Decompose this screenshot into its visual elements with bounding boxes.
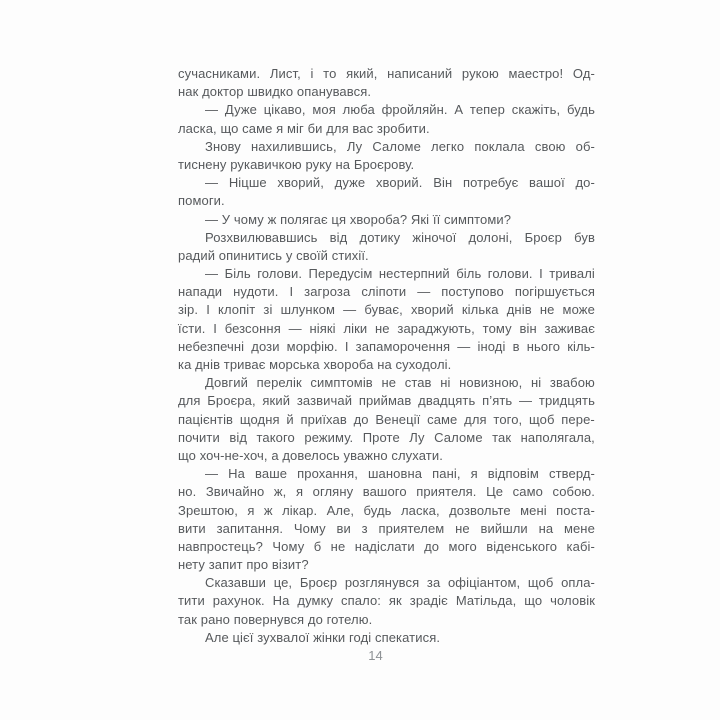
text-line: — На ваше прохання, шановна пані, я відповім стверд- <box>205 466 595 482</box>
text-line: ласка, що саме я міг би для вас зробити. <box>178 120 430 136</box>
text-line: радий опинитись у своїй стихії. <box>178 247 369 263</box>
text-line: помоги. <box>178 193 225 209</box>
text-line: ка днів триває морська хвороба на суходолі. <box>178 357 452 372</box>
text-line: так рано повернувся до готелю. <box>178 611 373 627</box>
text-line: — Ніцше хворий, дуже хворий. Він потребує вашої до- <box>205 175 595 191</box>
text-line: — Біль голови. Передусім нестерпний біль голови. І тривалі <box>205 266 595 282</box>
text-line: їсти. І безсоння — ніякі ліки не зараджують, тому він заживає <box>178 320 595 336</box>
text-line: пацієнтів щодня й приїхав до Венеції саме для того, щоб пере- <box>178 411 595 427</box>
text-line: напади нудоти. І загроза сліпоти — поступово погіршується <box>178 284 595 300</box>
text-line: Сказавши це, Броєр розглянувся за офіціантом, щоб опла- <box>205 575 595 591</box>
text-line: Зрештою, я ж лікар. Але, будь ласка, дозвольте мені поста- <box>178 502 595 518</box>
text-line: нак доктор швидко опанувався. <box>178 84 372 100</box>
text-line: сучасниками. Лист, і то який, написаний рукою маестро! Од- <box>178 66 595 81</box>
text-line: — У чому ж полягає ця хвороба? Які її симптоми? <box>205 211 512 227</box>
text-line: Розхвилювавшись від дотику жіночої долоні, Броєр був <box>205 229 595 245</box>
text-line: вити запитання. Чому ви з приятелем не вийшли на мене <box>178 520 595 536</box>
text-line: почити від такого режиму. Проте Лу Саломе так наполягала, <box>178 429 595 445</box>
text-line: для Броєра, який зазвичай приймав двадцять п’ять — тридцять <box>178 393 595 409</box>
text-line: но. Звичайно ж, я огляну вашого приятеля. Це само собою. <box>178 484 595 500</box>
page-number: 14 <box>368 648 383 663</box>
text-line: тиснену рукавичкою руку на Броєрову. <box>178 156 415 172</box>
text-line: зір. І клопіт зі шлунком — буває, хворий кілька днів не може <box>178 302 595 318</box>
text-line: — Дуже цікаво, моя люба фройляйн. А тепер скажіть, будь <box>205 102 595 118</box>
text-line: небезпечні дози морфію. І запаморочення — іноді в нього кіль- <box>178 338 595 354</box>
text-line: Знову нахилившись, Лу Саломе легко поклала свою об- <box>205 138 595 154</box>
text-line: Довгий перелік симптомів не став ні новизною, ні звабою <box>205 375 595 391</box>
text-line: тити рахунок. На думку спало: як зрадіє Матільда, що чоловік <box>178 593 595 609</box>
text-line: що хоч-не-хоч, а довелось уважно слухати. <box>178 447 443 463</box>
text-line: нету запит про візит? <box>178 557 309 573</box>
text-line: Але цієї зухвалої жінки годі спекатися. <box>205 629 441 645</box>
text-line: навпростець? Чому б не надіслати до мого віденського кабі- <box>178 538 595 554</box>
page-text <box>178 65 595 647</box>
